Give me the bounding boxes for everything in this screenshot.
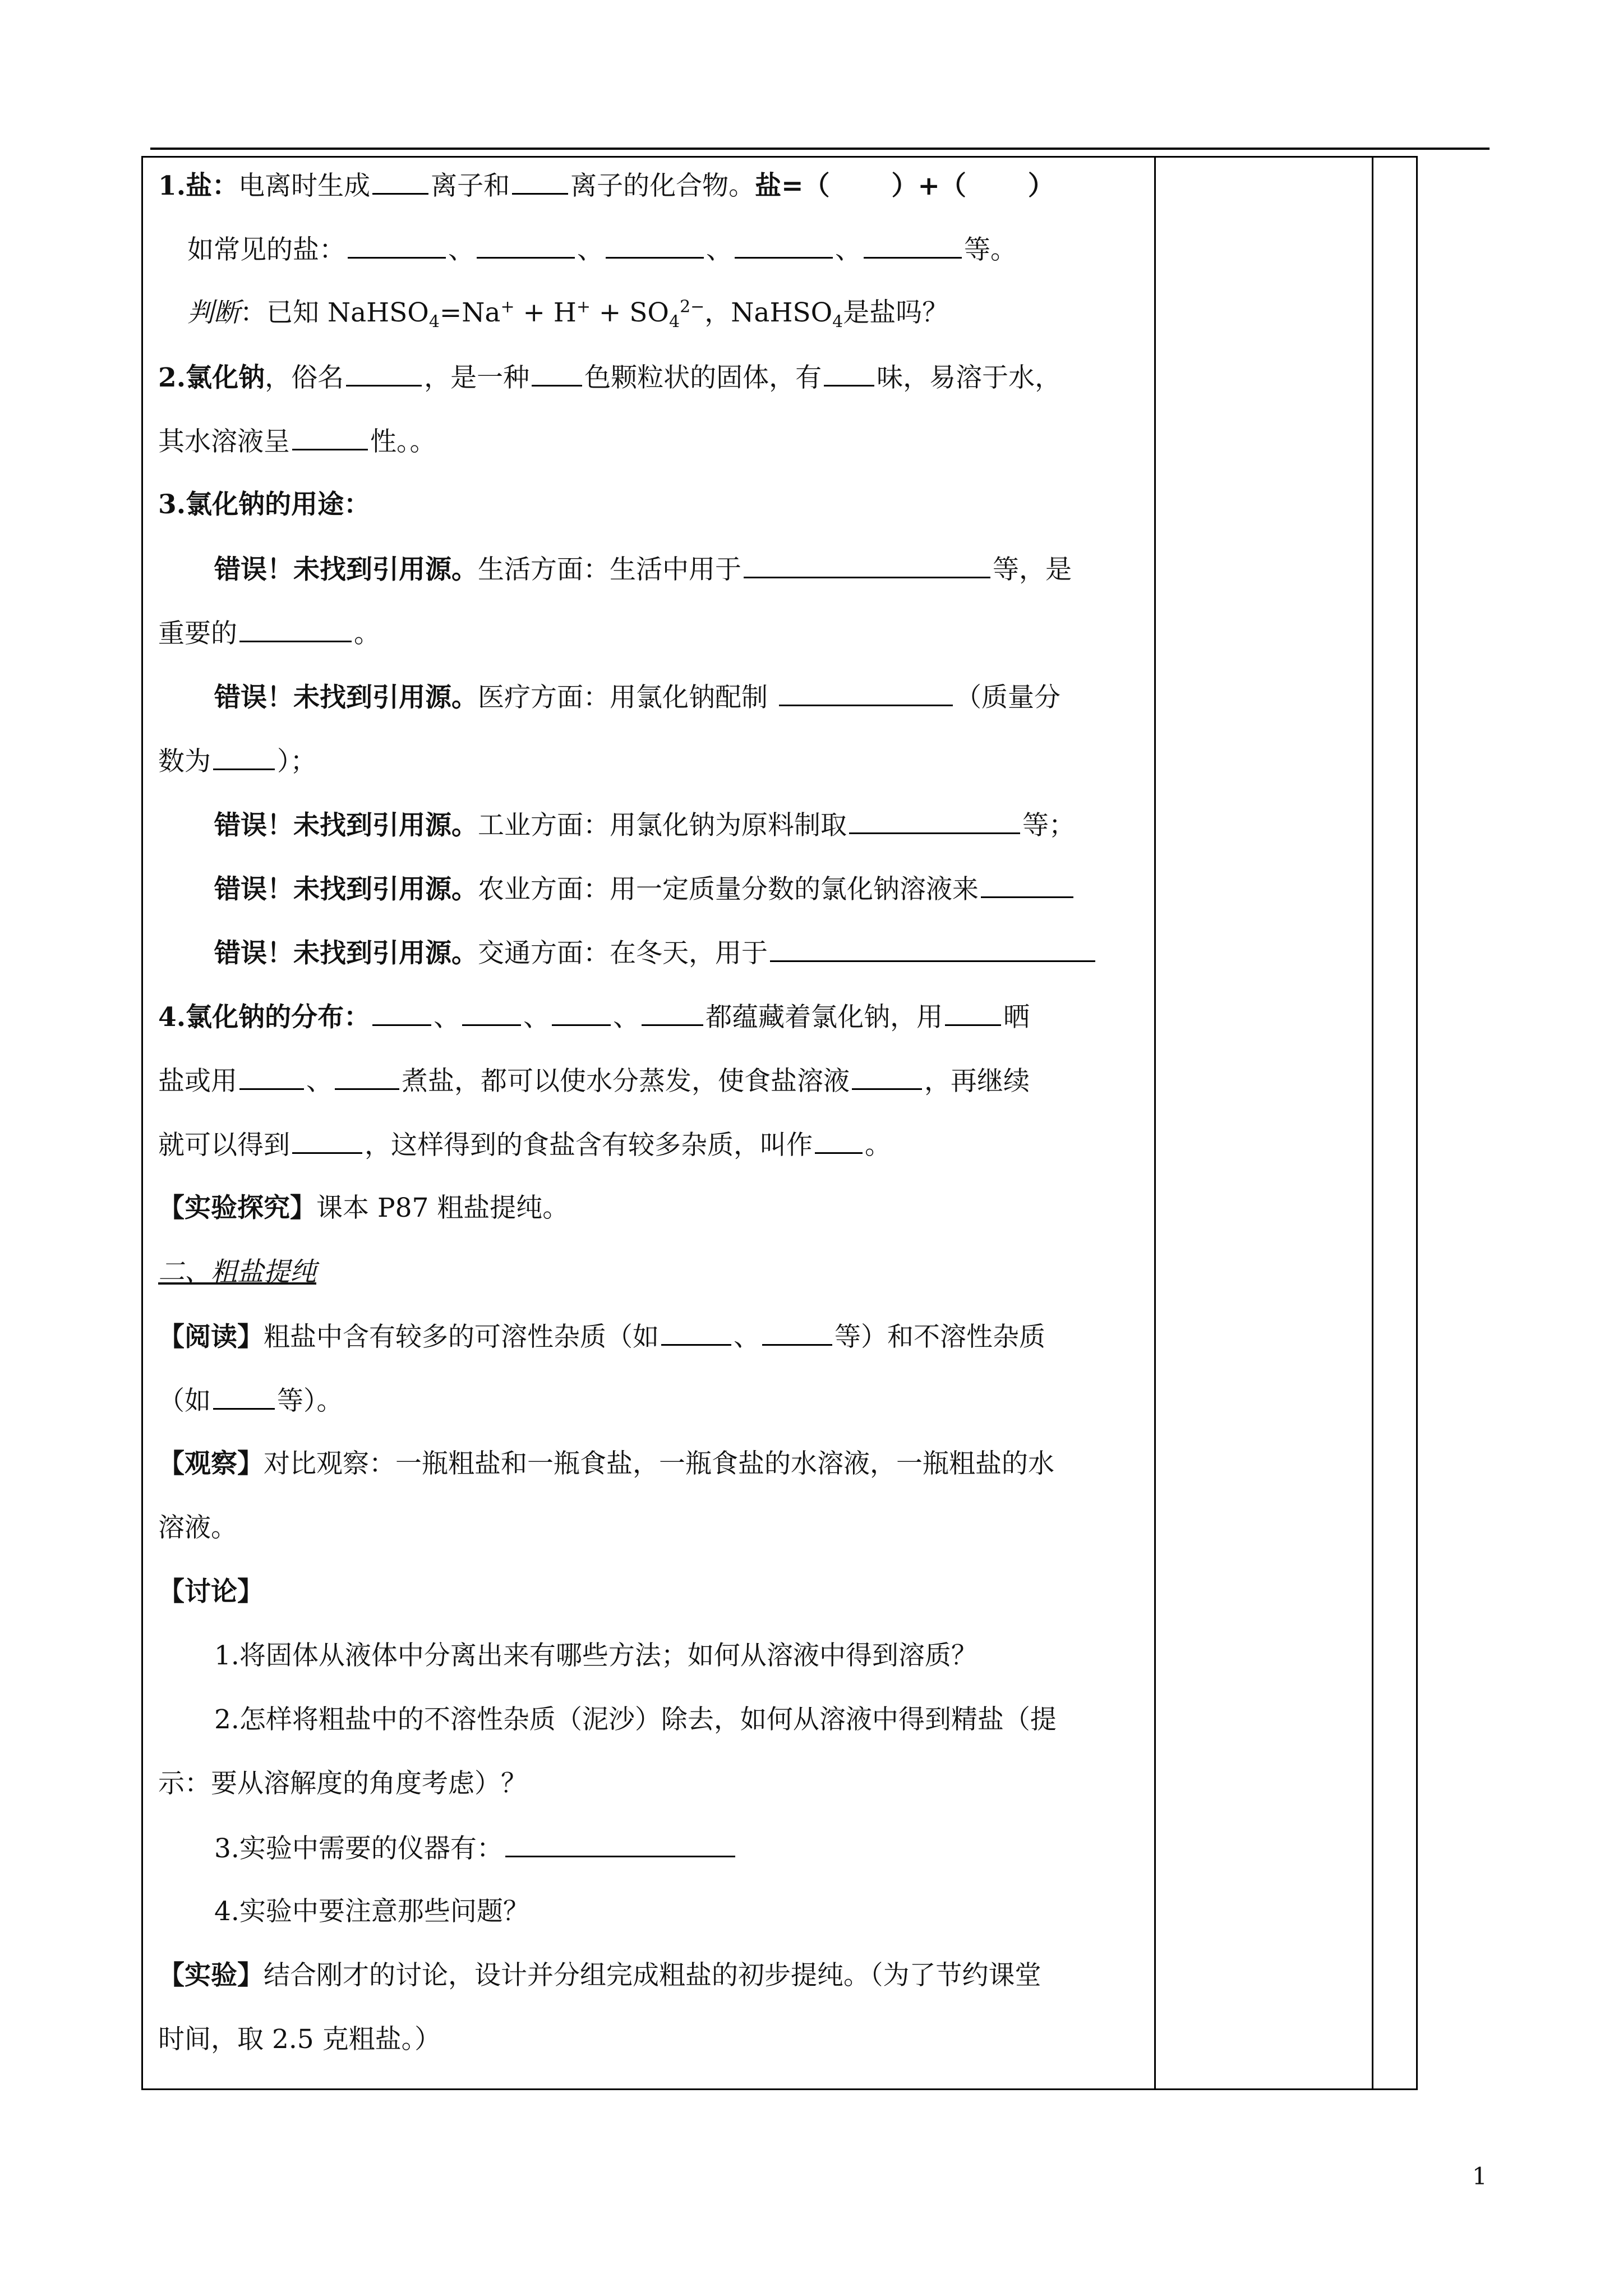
- page-number: 1: [1472, 2162, 1487, 2190]
- observe-line1: 【观察】对比观察：一瓶粗盐和一瓶食盐，一瓶食盐的水溶液，一瓶粗盐的水: [158, 1448, 1054, 1479]
- s4-line2: 盐或用 、 煮盐，都可以使水分蒸发，使食盐溶液 ，再继续: [158, 1064, 1030, 1098]
- header-rule: [150, 148, 1490, 150]
- discuss-label: 【讨论】: [158, 1576, 264, 1607]
- read-line1: 【阅读】粗盐中含有较多的可溶性杂质（如 、 等）和不溶性杂质: [158, 1319, 1045, 1354]
- s3-use-medical: 错误！未找到引用源。医疗方面：用氯化钠配制 （质量分: [214, 680, 1061, 715]
- fill-blank[interactable]: [335, 1064, 399, 1090]
- fill-blank[interactable]: [346, 360, 422, 386]
- s3-use-traffic: 错误！未找到引用源。交通方面：在冬天，用于: [214, 936, 1098, 970]
- fill-blank[interactable]: [512, 168, 568, 195]
- fill-blank[interactable]: [735, 232, 833, 259]
- fill-blank[interactable]: [552, 1000, 611, 1026]
- fill-blank[interactable]: [239, 616, 352, 642]
- fill-blank[interactable]: [849, 808, 1020, 834]
- s3-use-life-2: 重要的 。: [158, 616, 380, 651]
- fill-blank[interactable]: [770, 936, 1095, 962]
- fill-blank[interactable]: [824, 360, 874, 386]
- s3-title: 3.氯化钠的用途：: [158, 489, 371, 520]
- fill-blank[interactable]: [462, 1000, 521, 1026]
- s2-line2: 其水溶液呈 性。。: [158, 424, 436, 459]
- experiment-line1: 【实验】结合刚才的讨论，设计并分组完成粗盐的初步提纯。（为了节约课堂: [158, 1960, 1041, 1991]
- fill-blank[interactable]: [744, 552, 990, 578]
- fill-blank[interactable]: [505, 1831, 735, 1857]
- fill-blank[interactable]: [372, 168, 428, 195]
- fill-blank[interactable]: [661, 1319, 731, 1346]
- fill-blank[interactable]: [762, 1319, 832, 1346]
- fill-blank[interactable]: [292, 424, 368, 450]
- discuss-q1: 1.将固体从液体中分离出来有哪些方法；如何从溶液中得到溶质？: [214, 1640, 978, 1671]
- discuss-q3: 3.实验中需要的仪器有：: [214, 1831, 737, 1866]
- error-ref: 错误！未找到引用源。: [214, 554, 478, 585]
- s1-title: 盐：: [186, 171, 239, 201]
- s4-line3: 就可以得到 ，这样得到的食盐含有较多杂质，叫作 。: [158, 1128, 891, 1162]
- s2-line1: 2.氯化钠，俗名 ，是一种 色颗粒状的固体，有 味，易溶于水，: [158, 360, 1061, 395]
- fill-blank[interactable]: [372, 1000, 431, 1026]
- fill-blank[interactable]: [213, 1383, 275, 1410]
- fill-blank[interactable]: [981, 872, 1073, 898]
- fill-blank[interactable]: [852, 1064, 922, 1090]
- fill-blank[interactable]: [779, 680, 953, 706]
- s3-use-life: 错误！未找到引用源。生活方面：生活中用于 等，是: [214, 552, 1072, 587]
- s1-number: 1.: [158, 171, 186, 201]
- observe-line2: 溶液。: [158, 1512, 237, 1543]
- s1-line1: 1.盐：电离时生成 离子和 离子的化合物。盐=（ ）+（ ）: [158, 168, 1054, 203]
- fill-blank[interactable]: [532, 360, 582, 386]
- s4-title: 4.氯化钠的分布：: [158, 1002, 371, 1033]
- fill-blank[interactable]: [815, 1128, 863, 1154]
- section-heading-2: 二、粗盐提纯: [158, 1257, 316, 1287]
- column-divider-1: [1154, 156, 1156, 2090]
- fill-blank[interactable]: [864, 232, 962, 259]
- fill-blank[interactable]: [348, 232, 446, 259]
- experiment-inquiry: 【实验探究】课本 P87 粗盐提纯。: [158, 1193, 569, 1223]
- fill-blank[interactable]: [239, 1064, 304, 1090]
- column-divider-2: [1372, 156, 1373, 2090]
- s4-line1: 4.氯化钠的分布： 、 、 、 都蕴藏着氯化钠，用 晒: [158, 1000, 1030, 1034]
- fill-blank[interactable]: [292, 1128, 362, 1154]
- s3-use-medical-2: 数为 ）；: [158, 744, 317, 779]
- s1-judge: 判断：已知 NaHSO$_4$=Na+ + $H^+ + SO_4^{2-}$，NaHSO$_4$是盐吗？: [187, 297, 949, 332]
- discuss-q2: 2.怎样将粗盐中的不溶性杂质（泥沙）除去，如何从溶液中得到精盐（提: [214, 1704, 1057, 1735]
- fill-blank[interactable]: [606, 232, 704, 259]
- s3-use-industry: 错误！未找到引用源。工业方面：用氯化钠为原料制取 等；: [214, 808, 1075, 843]
- discuss-q4: 4.实验中要注意那些问题？: [214, 1896, 529, 1927]
- fill-blank[interactable]: [477, 232, 575, 259]
- s2-title: 氯化钠: [186, 362, 265, 393]
- fill-blank[interactable]: [213, 744, 275, 770]
- fill-blank[interactable]: [945, 1000, 1001, 1026]
- discuss-q2-cont: 示：要从溶解度的角度考虑）？: [158, 1768, 527, 1799]
- s3-use-agriculture: 错误！未找到引用源。农业方面：用一定质量分数的氯化钠溶液来: [214, 872, 1076, 907]
- s1-line2: 如常见的盐： 、 、 、 、 等。: [187, 232, 1017, 267]
- experiment-line2: 时间，取 2.5 克粗盐。）: [158, 2024, 441, 2055]
- fill-blank[interactable]: [642, 1000, 703, 1026]
- read-line2: （如 等）。: [158, 1383, 343, 1418]
